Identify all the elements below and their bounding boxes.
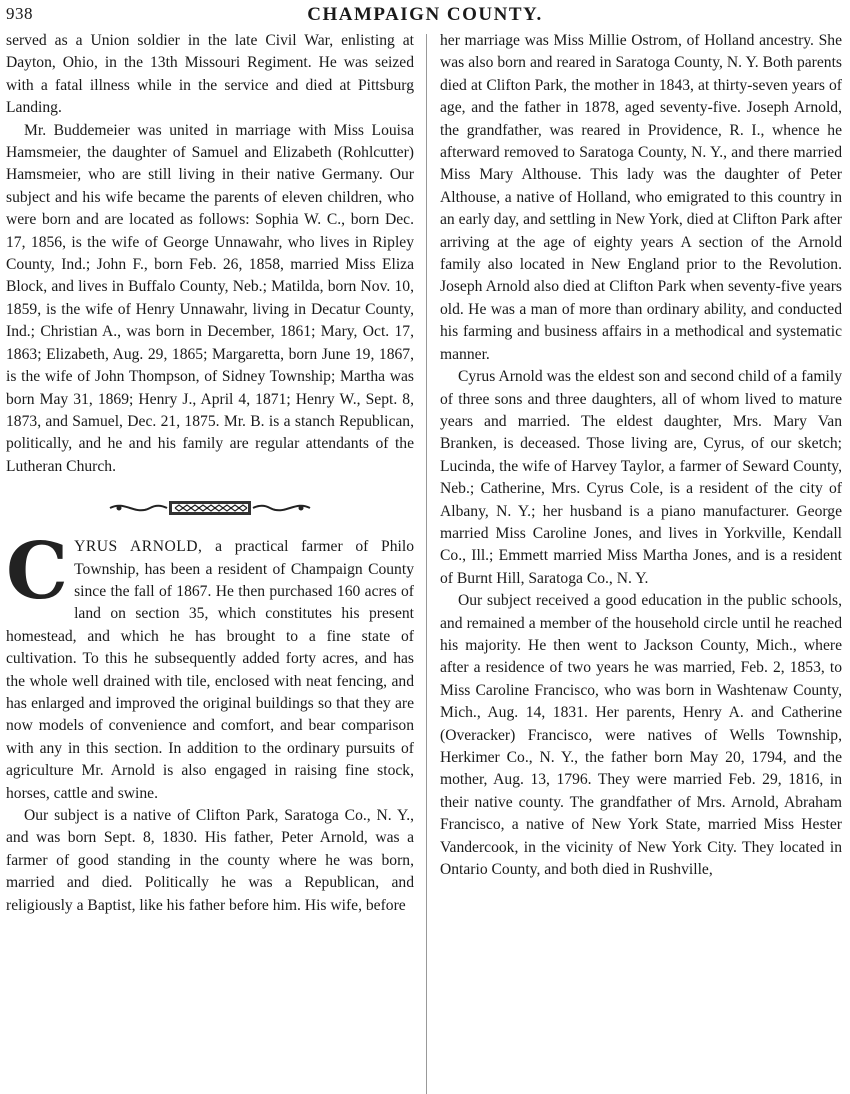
right-column [440, 30, 842, 1092]
left-column [6, 30, 414, 1092]
paragraph: Mr. Buddemeier was united in marriage with Miss Louisa Hamsmeier, the daughter of Samuel and Elizabeth (Rohlcutter) Hamsmeier, who are still living in their native Germany. Our subject and his wife became the parents of eleven children, who were born and are located as follows: Sophia W. C., born Dec. 17, 1856, is the wife of George Unnawahr, who lives in Ripley County, Ind.; John F., born Feb. 26, 1858, married Miss Eliza Block, and lives in Buffalo County, Neb.; Matilda, born Nov. 10, 1859, is the wife of Henry Unnawahr, living in Decatur County, Ind.; Christian A., was born in December, 1861; Mary, Oct. 17, 1863; Elizabeth, Aug. 29, 1865; Margaretta, born June 19, 1867, is the wife of John Thompson, of Sidney Township; Martha was born May 31, 1869; Henry J., April 4, 1871; Henry W., Sept. 8, 1873, and Samuel, Dec. 21, 1875. Mr. B. is a stanch Republican, politically, and he and his family are regular attendants of the Lutheran Church. [6, 121, 414, 475]
paragraph: Our subject received a good education in the public schools, and remained a member of the household circle until he reached his majority. He then went to Jackson County, Mich., where after a residence of two years he was married, Feb. 2, 1853, to Miss Caroline Francisco, who was born in Washtenaw County, Mich., Aug. 14, 1831. Her parents, Henry A. and Catherine (Overacker) Francisco, were natives of Wells Township, Herkimer Co., N. Y., the father born May 20, 1794, and the mother, Aug. 13, 1796. They were married Feb. 29, 1816, in their native county. The grandfather of Mrs. Arnold, Abraham Francisco, a native of New York State, married Miss Hester Vandercook, in the vicinity of New York City. They located in Ontario County, and both died in Rushville, [440, 592, 842, 879]
column-divider [426, 34, 427, 1094]
page-number: 938 [6, 4, 33, 23]
page-header [0, 0, 850, 34]
drop-cap: C [6, 526, 69, 618]
paragraph [6, 526, 414, 805]
paragraph: Our subject is a native of Clifton Park, Saratoga Co., N. Y., and was born Sept. 8, 1830. His father, Peter Arnold, was a farmer of good standing in the county where he was born, married and died. Politically he was a Republican, and religiously a Baptist, like his father before him. His wife, before [6, 807, 414, 914]
paragraph-text: a practical farmer of Philo Township, has been a resident of Champaign County since the fall of 1867. He then purchased 160 acres of land on section 35, which constitutes his present homestead, and which he has brought to a fine state of cultivation. To this he subsequently added forty acres, and has the whole well drained with tile, enclosed with neat fencing, and has enlarged and improved the original buildings so that they are now models of convenience and comfort, and bear comparison with any in this section. In addition to the ordinary pursuits of agriculture Mr. Arnold is also engaged in raising fine stock, horses, cattle and swine. [6, 538, 414, 802]
running-title: CHAMPAIGN COUNTY. [307, 4, 543, 25]
paragraph: her marriage was Miss Millie Ostrom, of Holland ancestry. She was also born and reared in Saratoga County, N. Y. Both parents died at Clifton Park, the mother in 1843, at thirty-seven years of age, and the father in 1878, aged seventy-five. Joseph Arnold, the grandfather, was reared in Providence, R. I., whence he afterward removed to Saratoga County, N. Y., and there married Miss Mary Althouse. This lady was the daughter of Peter Althouse, a native of Holland, who emigrated to this country in an early day, and settling in New York, died at Clifton Park after arriving at the age of eighty years A section of the Arnold family also located in New England prior to the Revolution. Joseph Arnold also died at Clifton Park when seventy-five years old. He was a man of more than ordinary ability, and conducted his farming and business affairs in a methodical and systematic manner. [440, 32, 842, 363]
paragraph: Cyrus Arnold was the eldest son and second child of a family of three sons and three daughters, all of whom lived to mature years and married. The eldest daughter, Mrs. Mary Van Branken, is deceased. Those living are, Cyrus, of our sketch; Lucinda, the wife of Harvey Taylor, a farmer of Seward County, Neb.; Catherine, Mrs. Cyrus Cole, is a resident of the city of Albany, N. Y.; her husband is a piano manufacturer. George married Miss Caroline Jones, and lives in Yorkville, Kendall Co., Ill.; Emmett married Miss Martha Jones, and is a resident of Burnt Hill, Saratoga Co., N. Y. [440, 368, 842, 587]
paragraph: served as a Union soldier in the late Civil War, enlisting at Dayton, Ohio, in the 13th Missouri Regiment. He was seized with a fatal illness while in the service and died at Pittsburg Landing. [6, 32, 414, 117]
ornamental-divider-icon [105, 496, 315, 520]
subject-name: YRUS ARNOLD, [74, 538, 203, 556]
